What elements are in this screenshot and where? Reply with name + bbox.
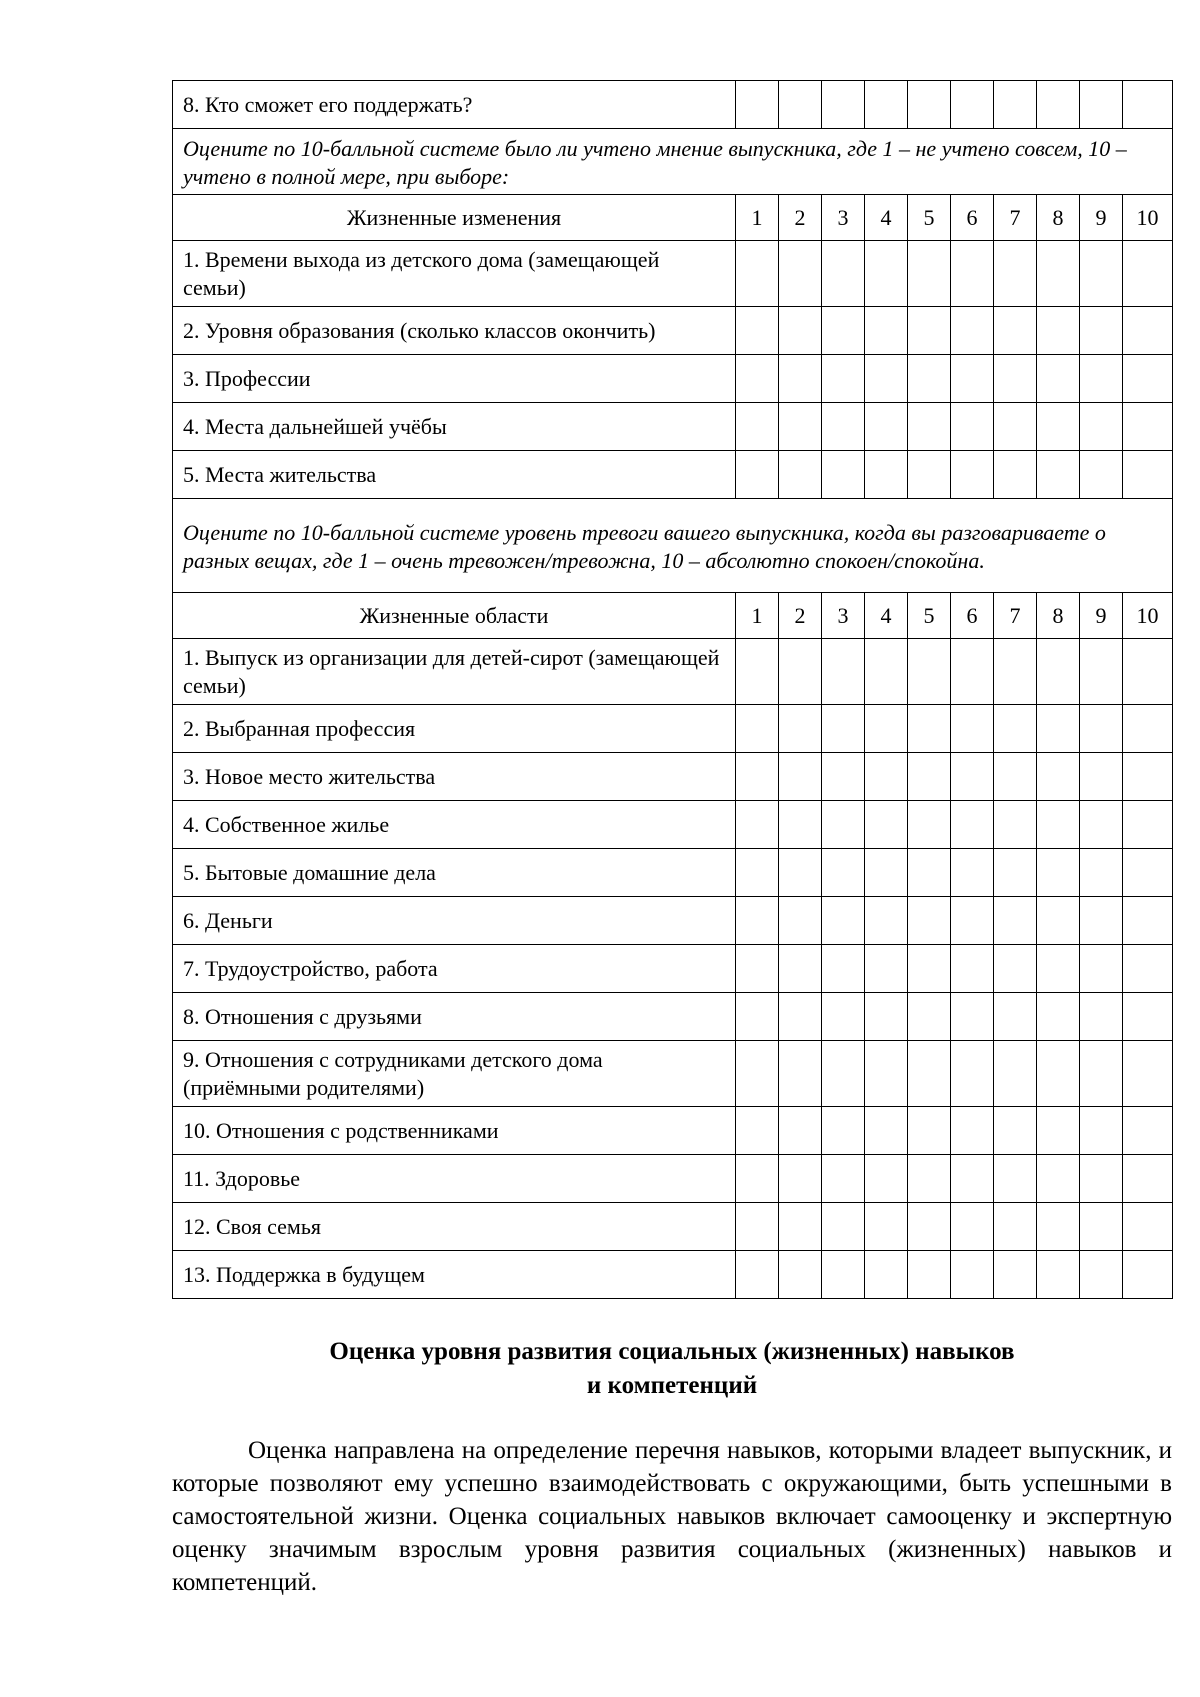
table-row [173,241,1173,307]
rating-cell[interactable] [736,1251,779,1299]
rating-cell[interactable] [951,897,994,945]
rating-cell[interactable] [908,241,951,307]
rating-cell[interactable] [908,1251,951,1299]
rating-cell[interactable] [736,403,779,451]
rating-cell[interactable] [865,897,908,945]
rating-cell[interactable] [951,355,994,403]
scale-header-5: 5 [908,195,951,241]
scale-header-4: 4 [865,593,908,639]
rating-cell[interactable] [994,1203,1037,1251]
rating-cell[interactable] [951,451,994,499]
table-row [173,945,1173,993]
rating-cell[interactable] [1080,801,1123,849]
rating-cell[interactable] [994,307,1037,355]
rating-cell[interactable] [822,1041,865,1107]
rating-cell[interactable] [1123,1155,1173,1203]
rating-cell[interactable] [1080,705,1123,753]
rating-cell[interactable] [1037,241,1080,307]
rating-cell[interactable] [1037,849,1080,897]
rating-cell[interactable] [779,81,822,129]
table-row [173,801,1173,849]
row-label: 1. Выпуск из организации для детей-сирот (замещающей семьи) [173,639,736,705]
scale-header-1: 1 [736,195,779,241]
rating-cell[interactable] [951,241,994,307]
rating-cell[interactable] [1080,639,1123,705]
rating-cell[interactable] [779,241,822,307]
rating-cell[interactable] [951,1251,994,1299]
header-row [173,195,1173,241]
rating-cell[interactable] [994,945,1037,993]
rating-cell[interactable] [994,241,1037,307]
table-row [173,639,1173,705]
rating-cell[interactable] [1080,1251,1123,1299]
rating-cell[interactable] [951,639,994,705]
rating-cell[interactable] [1080,1041,1123,1107]
rating-cell[interactable] [779,705,822,753]
rating-cell[interactable] [865,1251,908,1299]
rating-cell[interactable] [994,451,1037,499]
rating-cell[interactable] [1080,307,1123,355]
rating-cell[interactable] [1123,705,1173,753]
rating-cell[interactable] [1080,993,1123,1041]
rating-cell[interactable] [908,307,951,355]
rating-cell[interactable] [822,1251,865,1299]
rating-cell[interactable] [1037,1251,1080,1299]
rating-cell[interactable] [994,1251,1037,1299]
row-label: 4. Места дальнейшей учёбы [173,403,736,451]
rating-cell[interactable] [736,1107,779,1155]
scale-header-4: 4 [865,195,908,241]
row-label: 7. Трудоустройство, работа [173,945,736,993]
rating-cell[interactable] [908,753,951,801]
row-label: 12. Своя семья [173,1203,736,1251]
instruction-text: Оцените по 10-балльной системе было ли учтено мнение выпускника, где 1 – не учтено совсем, 10 – учтено в полной мере, при выборе: [173,129,1173,195]
scale-header-5: 5 [908,593,951,639]
rating-cell[interactable] [1123,753,1173,801]
rating-cell[interactable] [1080,355,1123,403]
rating-cell[interactable] [908,945,951,993]
rating-cell[interactable] [736,705,779,753]
rating-cell[interactable] [1123,403,1173,451]
rating-cell[interactable] [822,355,865,403]
rating-cell[interactable] [865,849,908,897]
rating-cell[interactable] [736,451,779,499]
rating-cell[interactable] [865,639,908,705]
rating-cell[interactable] [951,801,994,849]
row-label: 10. Отношения с родственниками [173,1107,736,1155]
rating-cell[interactable] [908,355,951,403]
rating-cell[interactable] [736,849,779,897]
table-row [173,81,1173,129]
rating-cell[interactable] [951,81,994,129]
rating-cell[interactable] [822,307,865,355]
rating-cell[interactable] [736,241,779,307]
row-label: 8. Кто сможет его поддержать? [173,81,736,129]
rating-cell[interactable] [779,897,822,945]
row-label: 4. Собственное жилье [173,801,736,849]
scale-header-8: 8 [1037,593,1080,639]
table-row [173,897,1173,945]
rating-cell[interactable] [779,307,822,355]
scale-header-2: 2 [779,593,822,639]
rating-cell[interactable] [908,897,951,945]
rating-cell[interactable] [951,1041,994,1107]
rating-cell[interactable] [1080,403,1123,451]
rating-cell[interactable] [736,307,779,355]
instruction-row [173,499,1173,593]
table-row [173,403,1173,451]
table-row [173,1251,1173,1299]
rating-cell[interactable] [822,451,865,499]
rating-cell[interactable] [994,403,1037,451]
rating-cell[interactable] [994,639,1037,705]
rating-cell[interactable] [865,355,908,403]
rating-cell[interactable] [736,81,779,129]
rating-cell[interactable] [1037,1041,1080,1107]
rating-cell[interactable] [951,403,994,451]
row-label: 8. Отношения с друзьями [173,993,736,1041]
scale-header-10: 10 [1123,593,1173,639]
row-label: 1. Времени выхода из детского дома (замещающей семьи) [173,241,736,307]
rating-cell[interactable] [822,753,865,801]
rating-cell[interactable] [951,945,994,993]
table-row [173,1203,1173,1251]
rating-cell[interactable] [1037,639,1080,705]
rating-cell[interactable] [1123,355,1173,403]
rating-cell[interactable] [951,705,994,753]
row-label: 9. Отношения с сотрудниками детского дома (приёмными родителями) [173,1041,736,1107]
rating-cell[interactable] [822,403,865,451]
rating-cell[interactable] [1037,801,1080,849]
table-row [173,1041,1173,1107]
rating-cell[interactable] [1123,945,1173,993]
rating-cell[interactable] [736,639,779,705]
rating-cell[interactable] [779,1107,822,1155]
rating-cell[interactable] [1080,753,1123,801]
rating-cell[interactable] [822,1203,865,1251]
rating-cell[interactable] [779,849,822,897]
rating-cell[interactable] [994,753,1037,801]
rating-cell[interactable] [1037,451,1080,499]
rating-cell[interactable] [865,451,908,499]
table-row [173,307,1173,355]
rating-cell[interactable] [908,81,951,129]
rating-cell[interactable] [1037,897,1080,945]
rating-cell[interactable] [1080,241,1123,307]
row-label: 5. Бытовые домашние дела [173,849,736,897]
rating-cell[interactable] [1123,451,1173,499]
rating-cell[interactable] [1037,1155,1080,1203]
rating-cell[interactable] [994,993,1037,1041]
rating-cell[interactable] [779,403,822,451]
rating-cell[interactable] [994,1107,1037,1155]
rating-cell[interactable] [822,849,865,897]
rating-cell[interactable] [1037,1203,1080,1251]
scale-header-7: 7 [994,593,1037,639]
table-row [173,993,1173,1041]
rating-cell[interactable] [865,1041,908,1107]
rating-cell[interactable] [1123,81,1173,129]
rating-cell[interactable] [951,849,994,897]
scale-header-2: 2 [779,195,822,241]
row-label: 11. Здоровье [173,1155,736,1203]
rating-cell[interactable] [736,1041,779,1107]
rating-cell[interactable] [865,705,908,753]
rating-cell[interactable] [736,1155,779,1203]
rating-cell[interactable] [822,639,865,705]
rating-cell[interactable] [736,355,779,403]
rating-cell[interactable] [865,993,908,1041]
table-row [173,705,1173,753]
rating-cell[interactable] [779,1203,822,1251]
table-row [173,753,1173,801]
rating-cell[interactable] [951,753,994,801]
scale-header-8: 8 [1037,195,1080,241]
rating-cell[interactable] [1123,241,1173,307]
rating-cell[interactable] [779,801,822,849]
heading-line-1: Оценка уровня развития социальных (жизненных) навыков [329,1338,1015,1365]
scale-header-7: 7 [994,195,1037,241]
rating-cell[interactable] [865,403,908,451]
rating-cell[interactable] [865,753,908,801]
rating-cell[interactable] [1123,993,1173,1041]
rating-cell[interactable] [1080,81,1123,129]
rating-cell[interactable] [1080,1203,1123,1251]
rating-cell[interactable] [951,1203,994,1251]
row-label: 2. Выбранная профессия [173,705,736,753]
scale-header-6: 6 [951,195,994,241]
rating-cell[interactable] [1037,403,1080,451]
rating-cell[interactable] [908,993,951,1041]
row-label: 2. Уровня образования (сколько классов окончить) [173,307,736,355]
rating-cell[interactable] [736,993,779,1041]
scale-header-3: 3 [822,195,865,241]
rating-cell[interactable] [994,849,1037,897]
row-label: 3. Профессии [173,355,736,403]
rating-cell[interactable] [1123,1203,1173,1251]
rating-cell[interactable] [994,801,1037,849]
rating-cell[interactable] [951,1107,994,1155]
rating-cell[interactable] [1080,945,1123,993]
rating-cell[interactable] [951,307,994,355]
rating-cell[interactable] [908,1107,951,1155]
scale-header-10: 10 [1123,195,1173,241]
rating-cell[interactable] [1037,1107,1080,1155]
rating-cell[interactable] [908,1041,951,1107]
rating-cell[interactable] [1080,849,1123,897]
header-row [173,593,1173,639]
table-row [173,451,1173,499]
rating-cell[interactable] [779,639,822,705]
rating-cell[interactable] [1080,451,1123,499]
row-label: 5. Места жительства [173,451,736,499]
rating-cell[interactable] [908,639,951,705]
table-row [173,1107,1173,1155]
rating-cell[interactable] [1037,753,1080,801]
rating-cell[interactable] [822,241,865,307]
rating-cell[interactable] [822,993,865,1041]
rating-cell[interactable] [951,993,994,1041]
rating-cell[interactable] [994,1155,1037,1203]
rating-cell[interactable] [779,993,822,1041]
scale-header-3: 3 [822,593,865,639]
rating-cell[interactable] [1037,945,1080,993]
rating-cell[interactable] [736,945,779,993]
rating-cell[interactable] [994,355,1037,403]
column-header: Жизненные изменения [173,195,736,241]
section-heading [172,1335,1172,1403]
rating-cell[interactable] [1037,705,1080,753]
rating-cell[interactable] [1080,897,1123,945]
rating-cell[interactable] [822,945,865,993]
instruction-text: Оцените по 10-балльной системе уровень тревоги вашего выпускника, когда вы разговариваете о разных вещах, где 1 – очень тревожен/тревожна, 10 – абсолютно спокоен/спокойна. [173,499,1173,593]
rating-cell[interactable] [736,1203,779,1251]
rating-cell[interactable] [822,1155,865,1203]
rating-cell[interactable] [779,451,822,499]
rating-cell[interactable] [994,897,1037,945]
rating-cell[interactable] [822,897,865,945]
rating-cell[interactable] [865,241,908,307]
rating-cell[interactable] [779,1251,822,1299]
rating-cell[interactable] [908,403,951,451]
rating-cell[interactable] [865,1107,908,1155]
rating-cell[interactable] [736,801,779,849]
rating-cell[interactable] [1123,849,1173,897]
column-header: Жизненные области [173,593,736,639]
rating-cell[interactable] [822,801,865,849]
instruction-row [173,129,1173,195]
rating-cell[interactable] [1123,1251,1173,1299]
heading-line-2: и компетенций [586,1372,758,1399]
rating-cell[interactable] [822,81,865,129]
rating-cell[interactable] [951,1155,994,1203]
rating-cell[interactable] [1123,1107,1173,1155]
rating-cell[interactable] [865,801,908,849]
rating-cell[interactable] [779,355,822,403]
rating-cell[interactable] [865,1203,908,1251]
rating-cell[interactable] [994,1041,1037,1107]
rating-cell[interactable] [1080,1107,1123,1155]
rating-cell[interactable] [908,1155,951,1203]
rating-cell[interactable] [908,801,951,849]
rating-cell[interactable] [1123,897,1173,945]
rating-cell[interactable] [865,307,908,355]
assessment-table [172,80,1173,1299]
rating-cell[interactable] [779,945,822,993]
rating-cell[interactable] [994,81,1037,129]
rating-cell[interactable] [779,753,822,801]
scale-header-9: 9 [1080,195,1123,241]
rating-cell[interactable] [1123,307,1173,355]
rating-cell[interactable] [994,705,1037,753]
scale-header-1: 1 [736,593,779,639]
rating-cell[interactable] [1037,355,1080,403]
rating-cell[interactable] [779,1155,822,1203]
rating-cell[interactable] [822,1107,865,1155]
rating-cell[interactable] [865,945,908,993]
rating-cell[interactable] [865,81,908,129]
scale-header-9: 9 [1080,593,1123,639]
row-label: 6. Деньги [173,897,736,945]
rating-cell[interactable] [908,849,951,897]
rating-cell[interactable] [1037,993,1080,1041]
table-row [173,849,1173,897]
rating-cell[interactable] [736,753,779,801]
rating-cell[interactable] [1037,81,1080,129]
row-label: 13. Поддержка в будущем [173,1251,736,1299]
rating-cell[interactable] [1123,1041,1173,1107]
rating-cell[interactable] [736,897,779,945]
body-paragraph: Оценка направлена на определение перечня навыков, которыми владеет выпускник, и которые позволяют ему успешно взаимодействовать с окружающими, быть успешными в самостоятельной жизни. Оценка социальных навыков включает самооценку и экспертную оценку значимым взрослым уровня развития социальных (жизненных) навыков и компетенций. [172,1437,1172,1596]
table-row [173,355,1173,403]
rating-cell[interactable] [1123,639,1173,705]
scale-header-6: 6 [951,593,994,639]
rating-cell[interactable] [908,705,951,753]
rating-cell[interactable] [1037,307,1080,355]
rating-cell[interactable] [1123,801,1173,849]
rating-cell[interactable] [822,705,865,753]
row-label: 3. Новое место жительства [173,753,736,801]
rating-cell[interactable] [908,1203,951,1251]
rating-cell[interactable] [908,451,951,499]
rating-cell[interactable] [1080,1155,1123,1203]
rating-cell[interactable] [865,1155,908,1203]
rating-cell[interactable] [779,1041,822,1107]
table-row [173,1155,1173,1203]
